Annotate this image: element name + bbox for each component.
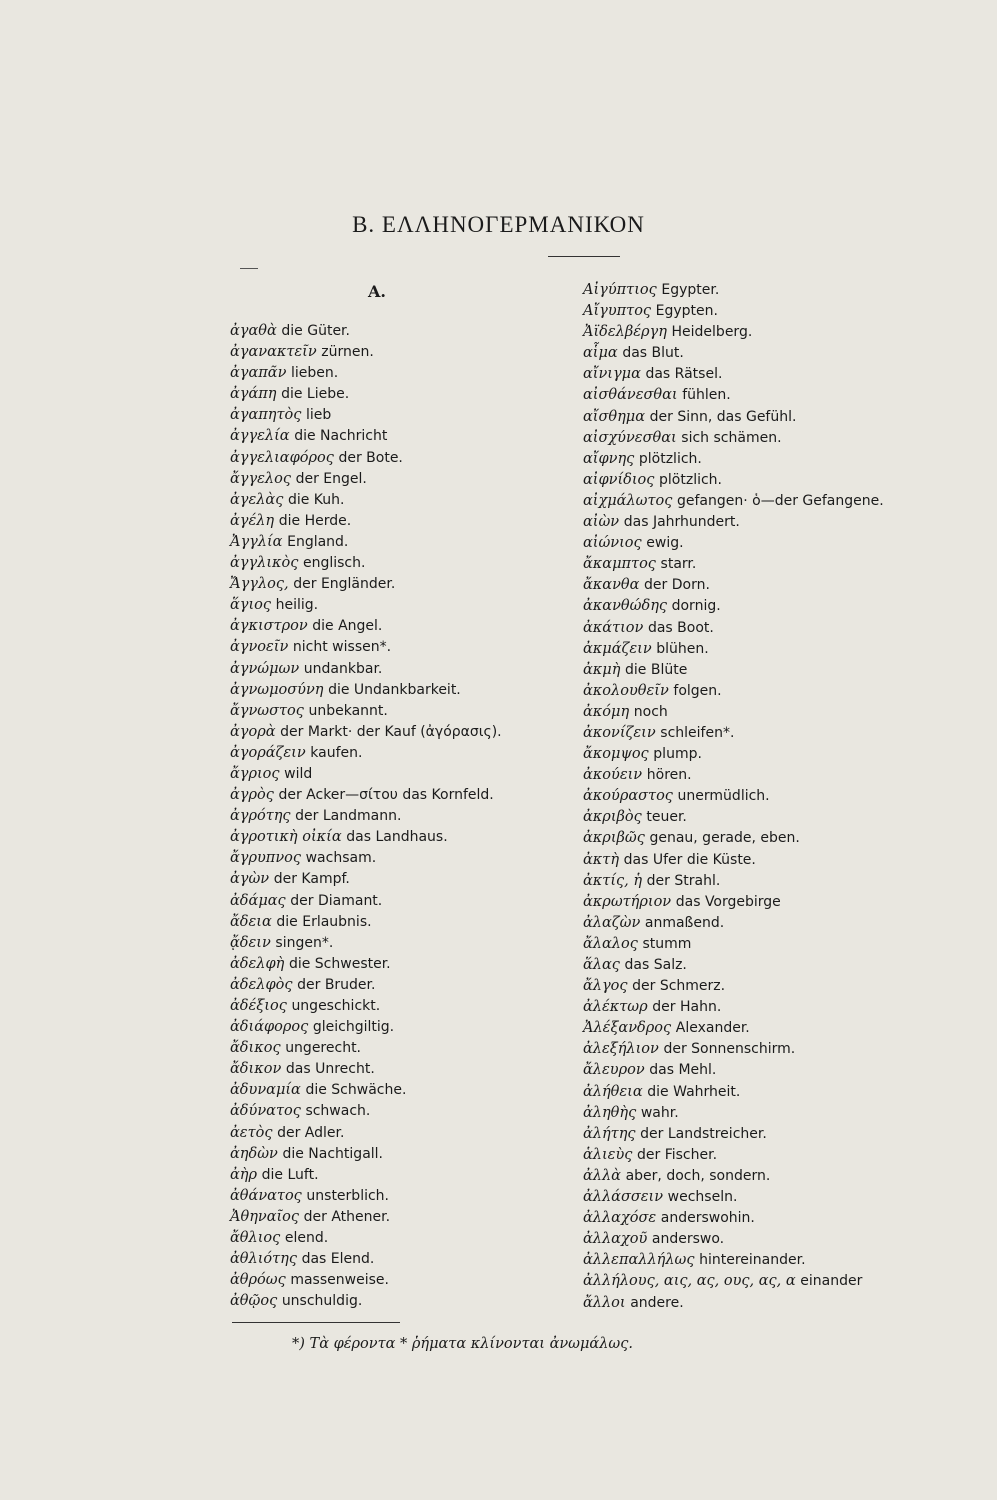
greek-term: ᾄδειν	[230, 934, 271, 951]
german-translation: der Sonnenschirm.	[663, 1041, 796, 1058]
greek-term: ἀγγελία	[230, 428, 290, 445]
greek-term: ἀλλάσσειν	[583, 1189, 664, 1206]
dictionary-entry	[230, 1291, 580, 1312]
german-translation: anderswo.	[651, 1231, 725, 1248]
greek-term: ἄλαλος	[583, 935, 638, 952]
greek-term: ἄγριος	[230, 765, 280, 782]
greek-term: ἅγιος	[230, 597, 271, 614]
greek-term: Ἀγγλία	[230, 533, 283, 550]
german-translation: plump.	[653, 746, 702, 763]
german-translation: wild	[284, 765, 313, 782]
greek-term: ἀγάπη	[230, 386, 277, 403]
footnote: *) Τὰ φέροντα * ῥήματα κλίνονται ἀνωμάλως.	[292, 1336, 633, 1352]
german-translation: gefangen· ὁ—der Gefangene.	[676, 492, 884, 509]
german-translation: der Kampf.	[273, 871, 350, 888]
greek-term: Αἰγύπτιος	[583, 282, 657, 298]
dictionary-entry	[230, 743, 580, 764]
greek-term: ἀηδὼν	[230, 1145, 278, 1162]
german-translation: genau, gerade, eben.	[649, 830, 800, 847]
dictionary-entry	[230, 1249, 580, 1270]
greek-term: ἄκομψος	[583, 746, 649, 763]
german-translation: der Acker—σίτου das Kornfeld.	[278, 787, 494, 804]
greek-term: ἀκάτιον	[583, 619, 644, 636]
german-translation: unbekannt.	[308, 702, 388, 719]
german-translation: elend.	[284, 1230, 329, 1247]
german-translation: englisch.	[302, 555, 366, 572]
german-translation: teuer.	[646, 809, 687, 826]
german-translation: die Güter.	[281, 323, 350, 339]
german-translation: das Landhaus.	[346, 829, 448, 846]
greek-term: αἰσχύνεσθαι	[583, 429, 677, 446]
dictionary-entry	[583, 1124, 913, 1145]
german-translation: das Boot.	[647, 619, 714, 636]
dictionary-entry	[230, 426, 580, 447]
greek-term: ἀλήτης	[583, 1125, 636, 1142]
german-translation: England.	[287, 533, 349, 550]
greek-term: ἀετὸς	[230, 1124, 273, 1141]
dictionary-entry	[230, 469, 580, 490]
greek-term: ἀκούραστος	[583, 788, 673, 805]
dictionary-entry	[583, 491, 913, 512]
greek-term: ἀλλήλους, αις, ας, ους, ας, α	[583, 1273, 796, 1290]
greek-term: ἀκόμη	[583, 703, 630, 720]
german-translation: anmaßend.	[644, 914, 725, 931]
dictionary-entry	[583, 1293, 913, 1314]
dictionary-entry	[583, 1082, 913, 1103]
greek-term: ἄλγος	[583, 978, 628, 995]
greek-term: ἀκριβῶς	[583, 830, 645, 847]
dictionary-entry	[583, 1145, 913, 1166]
german-translation: unsterblich.	[306, 1187, 389, 1204]
greek-term: αἰχμάλωτος	[583, 492, 673, 509]
greek-term: ἄκανθα	[583, 577, 640, 594]
german-translation: schwach.	[305, 1103, 371, 1120]
dictionary-entry	[230, 511, 580, 532]
german-translation: das Elend.	[301, 1251, 375, 1268]
german-translation: ungeschickt.	[291, 998, 381, 1014]
dictionary-entry	[583, 913, 913, 934]
german-translation: das Salz.	[624, 957, 687, 973]
german-translation: der Fischer.	[637, 1146, 718, 1163]
dictionary-entry	[583, 786, 913, 807]
dictionary-entry	[230, 891, 580, 912]
german-translation: ungerecht.	[285, 1040, 362, 1057]
greek-term: ἄδικον	[230, 1061, 282, 1078]
dictionary-entry	[583, 976, 913, 997]
dictionary-entry	[583, 723, 913, 744]
dictionary-entry	[583, 554, 913, 575]
greek-term: ἀλεξήλιον	[583, 1041, 659, 1058]
greek-term: ἀγρότης	[230, 808, 291, 825]
greek-term: ἀκμάζειν	[583, 640, 652, 657]
dictionary-entry	[230, 637, 580, 658]
dictionary-entry	[230, 405, 580, 426]
dictionary-entry	[583, 1060, 913, 1081]
german-translation: die Wahrheit.	[647, 1083, 741, 1100]
footnote-rule	[232, 1322, 400, 1323]
german-translation: der Diamant.	[290, 892, 383, 909]
greek-term: ἄγρυπνος	[230, 850, 301, 867]
greek-term: ἀδιάφορος	[230, 1019, 309, 1036]
german-translation: das Mehl.	[649, 1062, 717, 1079]
greek-term: ἀγαθὰ	[230, 323, 277, 339]
dictionary-entry	[583, 1166, 913, 1187]
greek-term: ἁλιεὺς	[583, 1146, 633, 1163]
dictionary-entry	[583, 428, 913, 449]
dictionary-entry	[230, 764, 580, 785]
greek-term: ἀγνωμοσύνη	[230, 681, 324, 698]
german-translation: das Ufer die Küste.	[623, 851, 756, 868]
dictionary-entry	[583, 533, 913, 554]
dictionary-entry	[230, 616, 580, 637]
dictionary-entry	[230, 1123, 580, 1144]
dictionary-entry	[230, 722, 580, 743]
greek-term: ἀλλαχοῦ	[583, 1231, 648, 1248]
greek-term: ἀγανακτεῖν	[230, 344, 317, 361]
german-translation: fühlen.	[682, 387, 731, 404]
german-translation: das Unrecht.	[285, 1061, 375, 1078]
german-translation: plötzlich.	[638, 450, 702, 467]
dictionary-entry	[230, 448, 580, 469]
dictionary-entry	[583, 449, 913, 470]
dictionary-entry	[230, 1270, 580, 1291]
dictionary-entry	[230, 785, 580, 806]
greek-term: ἀδύνατος	[230, 1103, 301, 1120]
greek-term: ἀγελὰς	[230, 491, 284, 508]
german-translation: anderswohin.	[660, 1210, 755, 1227]
german-translation: der Engel.	[295, 470, 367, 487]
german-translation: das Jahrhundert.	[623, 514, 740, 531]
dictionary-entry	[583, 681, 913, 702]
german-translation: heilig.	[275, 597, 319, 614]
german-translation: lieb	[305, 407, 332, 424]
dictionary-entry	[583, 407, 913, 428]
greek-term: ἀθλιότης	[230, 1251, 297, 1268]
greek-term: ἀδυναμία	[230, 1082, 301, 1099]
dictionary-entry	[583, 1250, 913, 1271]
german-translation: undankbar.	[303, 660, 383, 677]
dictionary-entry	[230, 321, 580, 342]
greek-term: αἴνιγμα	[583, 366, 641, 383]
greek-term: αἰὼν	[583, 514, 620, 531]
dictionary-entry	[583, 955, 913, 976]
german-translation: der Sinn, das Gefühl.	[649, 408, 797, 425]
german-translation: noch	[633, 703, 668, 720]
greek-term: ἀγοράζειν	[230, 744, 306, 761]
dictionary-entry	[583, 322, 913, 343]
german-translation: Alexander.	[675, 1020, 750, 1037]
dictionary-entry	[230, 553, 580, 574]
dictionary-entry	[230, 933, 580, 954]
greek-term: ἀγγελιαφόρος	[230, 449, 334, 466]
german-translation: gleichgiltig.	[312, 1019, 395, 1036]
dictionary-entry	[230, 1165, 580, 1186]
dictionary-entry	[230, 532, 580, 553]
dictionary-entry	[583, 1208, 913, 1229]
german-translation: der Markt· der Kauf (ἀγόρασις).	[280, 723, 502, 740]
german-translation: lieben.	[291, 365, 339, 382]
german-translation: der Strahl.	[646, 872, 721, 889]
greek-term: Ἀλέξανδρος	[583, 1020, 672, 1037]
german-translation: die Nachricht	[294, 428, 388, 445]
greek-term: ἀδάμας	[230, 892, 286, 909]
german-translation: die Schwäche.	[305, 1082, 407, 1099]
greek-term: ἀκμὴ	[583, 661, 621, 678]
dictionary-entry	[583, 702, 913, 723]
greek-term: ἀγαπητὸς	[230, 407, 302, 424]
greek-term: ἀκονίζειν	[583, 724, 656, 741]
dictionary-entry	[583, 765, 913, 786]
dictionary-entry	[230, 869, 580, 890]
german-translation: wechseln.	[667, 1189, 738, 1206]
greek-term: ἀκτίς, ἡ	[583, 872, 643, 889]
dictionary-entry	[230, 1059, 580, 1080]
german-translation: zürnen.	[321, 344, 374, 361]
page-title: Β. ΕΛΛΗΝΟΓΕΡΜΑΝΙΚΟΝ	[352, 212, 645, 237]
german-translation: das Vorgebirge	[675, 893, 781, 910]
dictionary-entry	[583, 1039, 913, 1060]
greek-term: ἀγαπᾶν	[230, 365, 287, 382]
dictionary-entry	[230, 384, 580, 405]
dictionary-entry	[583, 385, 913, 406]
greek-term: ἀλέκτωρ	[583, 999, 648, 1016]
german-translation: nicht wissen*.	[292, 639, 392, 656]
german-translation: plötzlich.	[659, 471, 722, 488]
dictionary-entry	[583, 1018, 913, 1039]
greek-term: ἀκριβὸς	[583, 809, 642, 826]
title-rule	[548, 256, 620, 257]
greek-term: ἀκούειν	[583, 767, 643, 784]
dictionary-entry	[230, 912, 580, 933]
dictionary-entry	[230, 954, 580, 975]
dictionary-entry	[583, 660, 913, 681]
dictionary-entry	[583, 301, 913, 322]
dictionary-entry	[583, 1229, 913, 1250]
dictionary-entry	[583, 997, 913, 1018]
german-translation: die Angel.	[312, 618, 383, 635]
greek-term: ἀλλὰ	[583, 1167, 621, 1184]
dictionary-entry	[583, 364, 913, 385]
dictionary-entry	[583, 596, 913, 617]
dictionary-entry	[230, 595, 580, 616]
german-translation: der Landmann.	[295, 808, 402, 825]
greek-term: Ἀϊδελβέργη	[583, 324, 667, 341]
greek-term: ἄκαμπτος	[583, 556, 656, 573]
german-translation: massenweise.	[290, 1272, 389, 1289]
greek-term: αἴφνης	[583, 450, 635, 467]
dictionary-entry	[230, 1080, 580, 1101]
german-translation: der Dorn.	[644, 577, 710, 594]
dictionary-entry	[230, 1144, 580, 1165]
dictionary-entry	[230, 975, 580, 996]
german-translation: wahr.	[640, 1104, 679, 1121]
german-translation: der Athener.	[303, 1208, 391, 1225]
right-column	[583, 280, 913, 1314]
dictionary-entry	[583, 934, 913, 955]
greek-term: ἀλαζὼν	[583, 914, 641, 931]
dictionary-entry	[230, 996, 580, 1017]
greek-term: ἀδέξιος	[230, 998, 287, 1014]
german-translation: wachsam.	[305, 850, 377, 867]
german-translation: aber, doch, sondern.	[625, 1167, 771, 1184]
german-translation: das Rätsel.	[645, 366, 723, 383]
margin-mark	[240, 268, 258, 269]
german-translation: einander	[800, 1273, 863, 1290]
german-translation: hören.	[646, 767, 692, 784]
german-translation: das Blut.	[622, 345, 684, 362]
german-translation: der Schmerz.	[632, 978, 726, 995]
dictionary-entry	[583, 807, 913, 828]
german-translation: unschuldig.	[281, 1293, 363, 1310]
dictionary-entry	[230, 342, 580, 363]
greek-term: αἰώνιος	[583, 535, 642, 552]
german-translation: andere.	[630, 1294, 684, 1311]
dictionary-entry	[230, 1038, 580, 1059]
dictionary-entry	[583, 871, 913, 892]
german-translation: die Nachtigall.	[282, 1145, 384, 1162]
german-translation: Egypter.	[661, 282, 720, 298]
dictionary-entry	[230, 848, 580, 869]
german-translation: der Adler.	[277, 1124, 345, 1141]
dictionary-entry	[230, 1101, 580, 1122]
german-translation: schleifen*.	[660, 724, 735, 741]
dictionary-entry	[230, 363, 580, 384]
german-translation: stumm	[642, 935, 692, 952]
greek-term: ἄδικος	[230, 1040, 281, 1057]
section-letter: A.	[368, 282, 386, 301]
dictionary-entry	[583, 639, 913, 660]
greek-term: ἀληθὴς	[583, 1104, 637, 1121]
german-translation: der Engländer.	[293, 576, 396, 593]
german-translation: blühen.	[656, 640, 709, 657]
greek-term: ἄγνωστος	[230, 702, 304, 719]
greek-term: Ἀθηναῖος	[230, 1208, 300, 1225]
german-translation: sich schämen.	[681, 429, 782, 446]
german-translation: der Hahn.	[652, 999, 722, 1016]
greek-term: ἅλας	[583, 957, 620, 973]
dictionary-entry	[230, 490, 580, 511]
greek-term: ἄλλοι	[583, 1294, 626, 1311]
dictionary-entry	[230, 680, 580, 701]
german-translation: dornig.	[671, 598, 721, 615]
dictionary-entry	[230, 1207, 580, 1228]
german-translation: Heidelberg.	[671, 324, 753, 341]
german-translation: der Bote.	[338, 449, 403, 466]
greek-term: Αἴγυπτος	[583, 303, 652, 320]
greek-term: ἀγρὸς	[230, 787, 274, 804]
dictionary-entry	[583, 618, 913, 639]
greek-term: ἀγγλικὸς	[230, 555, 299, 572]
greek-term: ἄλευρον	[583, 1062, 645, 1079]
dictionary-entry	[583, 1271, 913, 1292]
greek-term: ἀγκιστρον	[230, 618, 308, 635]
greek-term: ἀγνώμων	[230, 660, 300, 677]
greek-term: ἄθλιος	[230, 1230, 281, 1247]
greek-term: αἰσθάνεσθαι	[583, 387, 678, 404]
german-translation: der Landstreicher.	[640, 1125, 767, 1142]
dictionary-entry	[583, 512, 913, 533]
dictionary-entry	[583, 470, 913, 491]
dictionary-entry	[230, 574, 580, 595]
dictionary-entry	[230, 1017, 580, 1038]
german-translation: die Herde.	[278, 512, 352, 529]
german-translation: die Blüte	[625, 661, 688, 678]
german-translation: die Schwester.	[288, 955, 391, 972]
dictionary-entry	[583, 280, 913, 301]
german-translation: die Luft.	[261, 1166, 319, 1183]
greek-term: ἀκρωτήριον	[583, 893, 672, 910]
german-translation: ewig.	[646, 535, 684, 552]
german-translation: singen*.	[275, 934, 334, 951]
greek-term: ἀὴρ	[230, 1166, 258, 1183]
german-translation: Egypten.	[655, 303, 718, 320]
greek-term: ἀγνοεῖν	[230, 639, 289, 656]
greek-term: ἀγέλη	[230, 512, 275, 529]
greek-term: ἀκανθώδης	[583, 598, 667, 615]
german-translation: die Kuh.	[287, 491, 345, 508]
greek-term: ἀδελφὸς	[230, 976, 293, 993]
greek-term: ἀγορὰ	[230, 723, 276, 740]
dictionary-entry	[230, 827, 580, 848]
german-translation: folgen.	[673, 682, 722, 699]
greek-term: ἀθρόως	[230, 1272, 286, 1289]
dictionary-entry	[583, 575, 913, 596]
greek-term: Ἄγγλος,	[230, 576, 289, 593]
dictionary-entry	[230, 1228, 580, 1249]
left-column	[230, 321, 580, 1312]
dictionary-entry	[230, 659, 580, 680]
dictionary-entry	[230, 1186, 580, 1207]
greek-term: ἀγροτικὴ οἰκία	[230, 829, 342, 846]
greek-term: ἀλήθεια	[583, 1083, 643, 1100]
dictionary-entry	[230, 806, 580, 827]
german-translation: unermüdlich.	[677, 788, 770, 805]
greek-term: ἄδεια	[230, 913, 272, 930]
greek-term: ἀθῷος	[230, 1293, 278, 1310]
dictionary-entry	[583, 1187, 913, 1208]
greek-term: ἀγὼν	[230, 871, 270, 888]
german-translation: hintereinander.	[699, 1252, 806, 1269]
dictionary-entry	[583, 1103, 913, 1124]
dictionary-entry	[230, 701, 580, 722]
greek-term: αἴσθημα	[583, 408, 646, 425]
greek-term: ἀκτὴ	[583, 851, 620, 868]
greek-term: ἄγγελος	[230, 470, 291, 487]
dictionary-entry	[583, 850, 913, 871]
german-translation: starr.	[660, 556, 697, 573]
dictionary-entry	[583, 828, 913, 849]
german-translation: der Bruder.	[297, 976, 376, 993]
german-translation: kaufen.	[310, 744, 363, 761]
greek-term: ἀκολουθεῖν	[583, 682, 669, 699]
greek-term: ἀλλεπαλλήλως	[583, 1252, 695, 1269]
greek-term: ἀλλαχόσε	[583, 1210, 657, 1227]
german-translation: die Erlaubnis.	[276, 913, 372, 930]
german-translation: die Liebe.	[281, 386, 350, 403]
greek-term: ἀδελφὴ	[230, 955, 285, 972]
dictionary-entry	[583, 892, 913, 913]
dictionary-entry	[583, 744, 913, 765]
greek-term: ἀθάνατος	[230, 1187, 302, 1204]
greek-term: αἷμα	[583, 345, 618, 362]
dictionary-entry	[583, 343, 913, 364]
greek-term: αἰφνίδιος	[583, 471, 655, 488]
german-translation: die Undankbarkeit.	[328, 681, 461, 698]
